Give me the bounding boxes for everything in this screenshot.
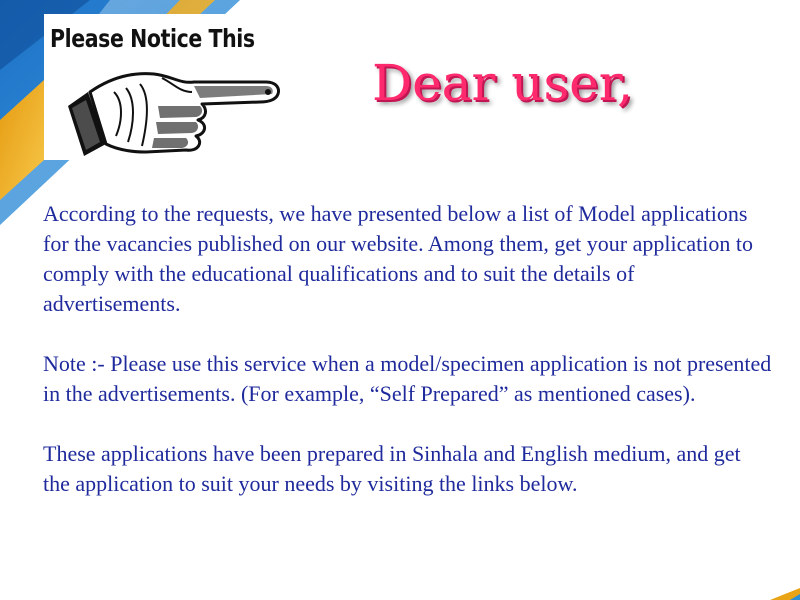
notice-body — [43, 199, 773, 529]
greeting-heading: Dear user, — [372, 54, 634, 112]
notice-title: Please Notice This — [50, 24, 255, 53]
notice-banner — [44, 14, 284, 160]
languages-paragraph: These applications have been prepared in Sinhala and English medium, and get the application to suit your needs by visiting the links below. — [43, 441, 741, 496]
note-paragraph: Note :- Please use this service when a model/specimen application is not presented in the advertisements. (For example, “Self Prepared” as mentioned cases). — [43, 351, 772, 406]
intro-paragraph: According to the requests, we have presented below a list of Model applications for the vacancies published on our website. Among them, get your application to comply with the educational qualifications and to suit the details of advertisements. — [43, 201, 753, 316]
pointing-hand-icon — [62, 62, 282, 158]
